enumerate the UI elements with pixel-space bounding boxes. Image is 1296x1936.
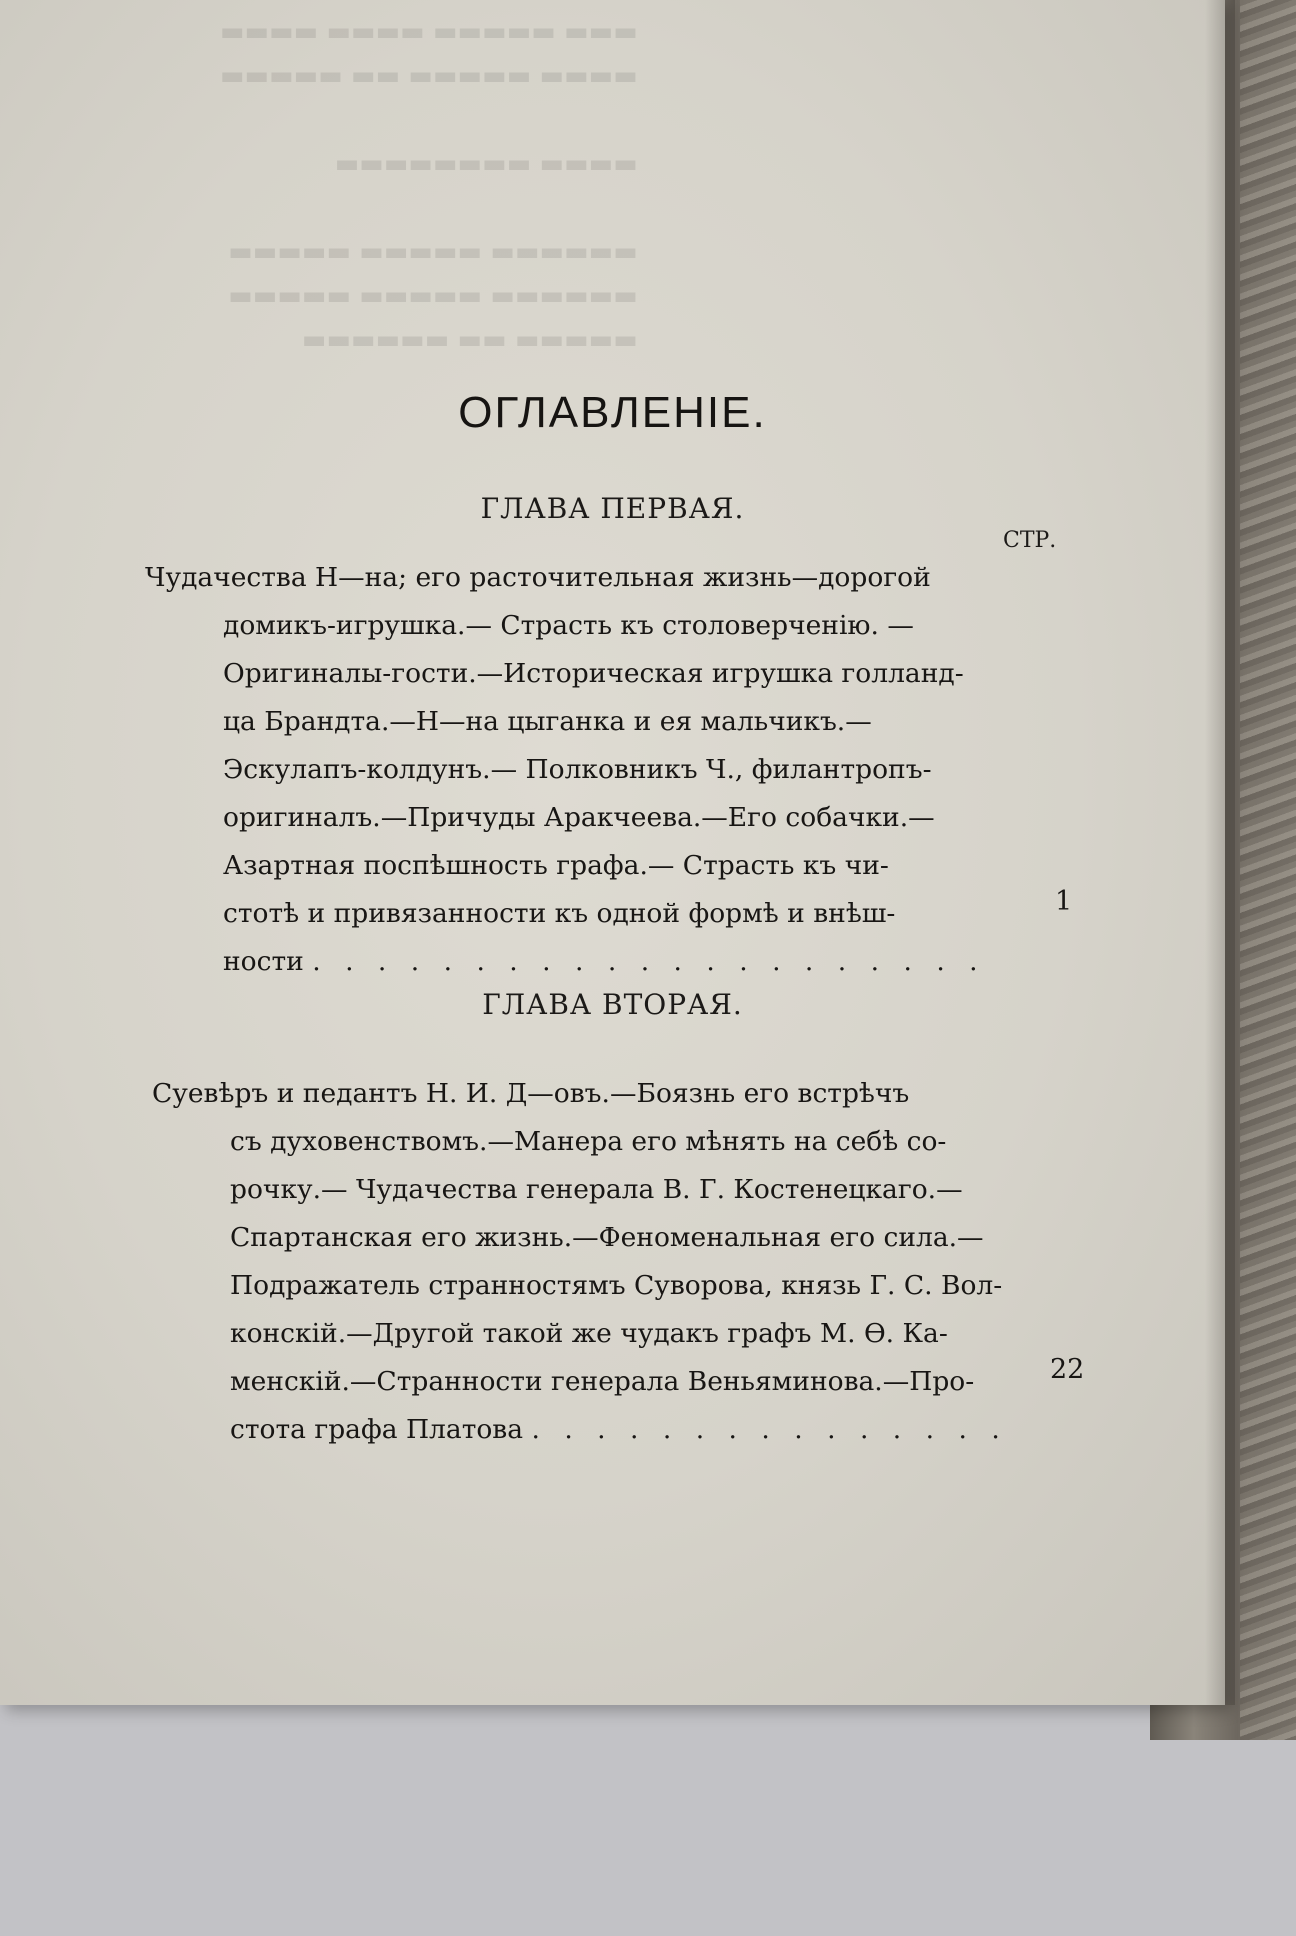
chapter-1-page-number: 1	[1055, 886, 1073, 917]
toc-line: конскій.—Другой такой же чудакъ графъ М. Ѳ. Ка-	[230, 1318, 948, 1349]
page-gutter-shadow	[1205, 0, 1235, 1705]
toc-line: Суевѣръ и педантъ Н. И. Д—овъ.—Боязнь его встрѣчъ	[152, 1078, 910, 1109]
cover-texture	[1240, 0, 1296, 1740]
toc-line: съ духовенствомъ.—Манера его мѣнять на себѣ со-	[230, 1126, 947, 1157]
toc-line-last	[152, 1406, 1037, 1454]
toc-line: Чудачества Н—на; его расточительная жизнь—дорогой	[145, 562, 931, 593]
toc-line: домикъ-игрушка.— Страсть къ столоверченію. —	[223, 610, 914, 641]
chapter-2-entry	[152, 1070, 1037, 1454]
toc-line: Оригиналы-гости.—Историческая игрушка голланд-	[223, 658, 964, 689]
toc-line: Спартанская его жизнь.—Феноменальная его сила.—	[230, 1222, 984, 1253]
show-through-text: ▬▬▬ ▬▬▬▬▬ ▬▬▬▬ ▬▬▬▬ ▬▬▬▬ ▬▬▬▬▬ ▬▬ ▬▬▬▬▬ ▬▬▬▬ ▬▬▬▬▬▬▬▬ ▬▬▬▬▬▬ ▬▬▬▬▬ ▬▬▬▬▬ ▬▬▬▬▬▬ ▬▬▬▬▬ ▬▬▬▬▬ ▬▬▬▬▬ ▬▬ ▬▬▬▬▬▬	[220, 17, 638, 355]
dot-leader: . . . . . . . . . . . . . . . . . . . . .	[312, 946, 986, 977]
toc-line-text: стота графа Платова	[230, 1414, 524, 1445]
toc-line-text: ности	[223, 946, 304, 977]
dot-leader: . . . . . . . . . . . . . . .	[531, 1414, 1008, 1445]
chapter-1-heading: ГЛАВА ПЕРВАЯ.	[480, 492, 745, 525]
chapter-2-page-number: 22	[1050, 1354, 1085, 1385]
toc-line: оригиналъ.—Причуды Аракчеева.—Его собачки.—	[223, 802, 935, 833]
page-title: ОГЛАВЛЕНІЕ.	[458, 388, 767, 437]
toc-line: менскій.—Странности генерала Веньяминова.—Про-	[230, 1366, 975, 1397]
toc-line: Эскулапъ-колдунъ.— Полковникъ Ч., филантропъ-	[223, 754, 932, 785]
toc-line: рочку.— Чудачества генерала В. Г. Костенецкаго.—	[230, 1174, 963, 1205]
toc-line: Подражатель странностямъ Суворова, князь Г. С. Вол-	[230, 1270, 1003, 1301]
toc-line: Азартная поспѣшность графа.— Страсть къ чи-	[223, 850, 889, 881]
toc-line-last	[145, 938, 1030, 986]
chapter-1-entry	[145, 554, 1030, 986]
toc-line: ца Брандта.—Н—на цыганка и ея мальчикъ.—	[223, 706, 872, 737]
chapter-2-heading: ГЛАВА ВТОРАЯ.	[482, 988, 743, 1021]
page-column-label: СТР.	[1003, 528, 1057, 553]
toc-line: стотѣ и привязанности къ одной формѣ и внѣш-	[223, 898, 896, 929]
